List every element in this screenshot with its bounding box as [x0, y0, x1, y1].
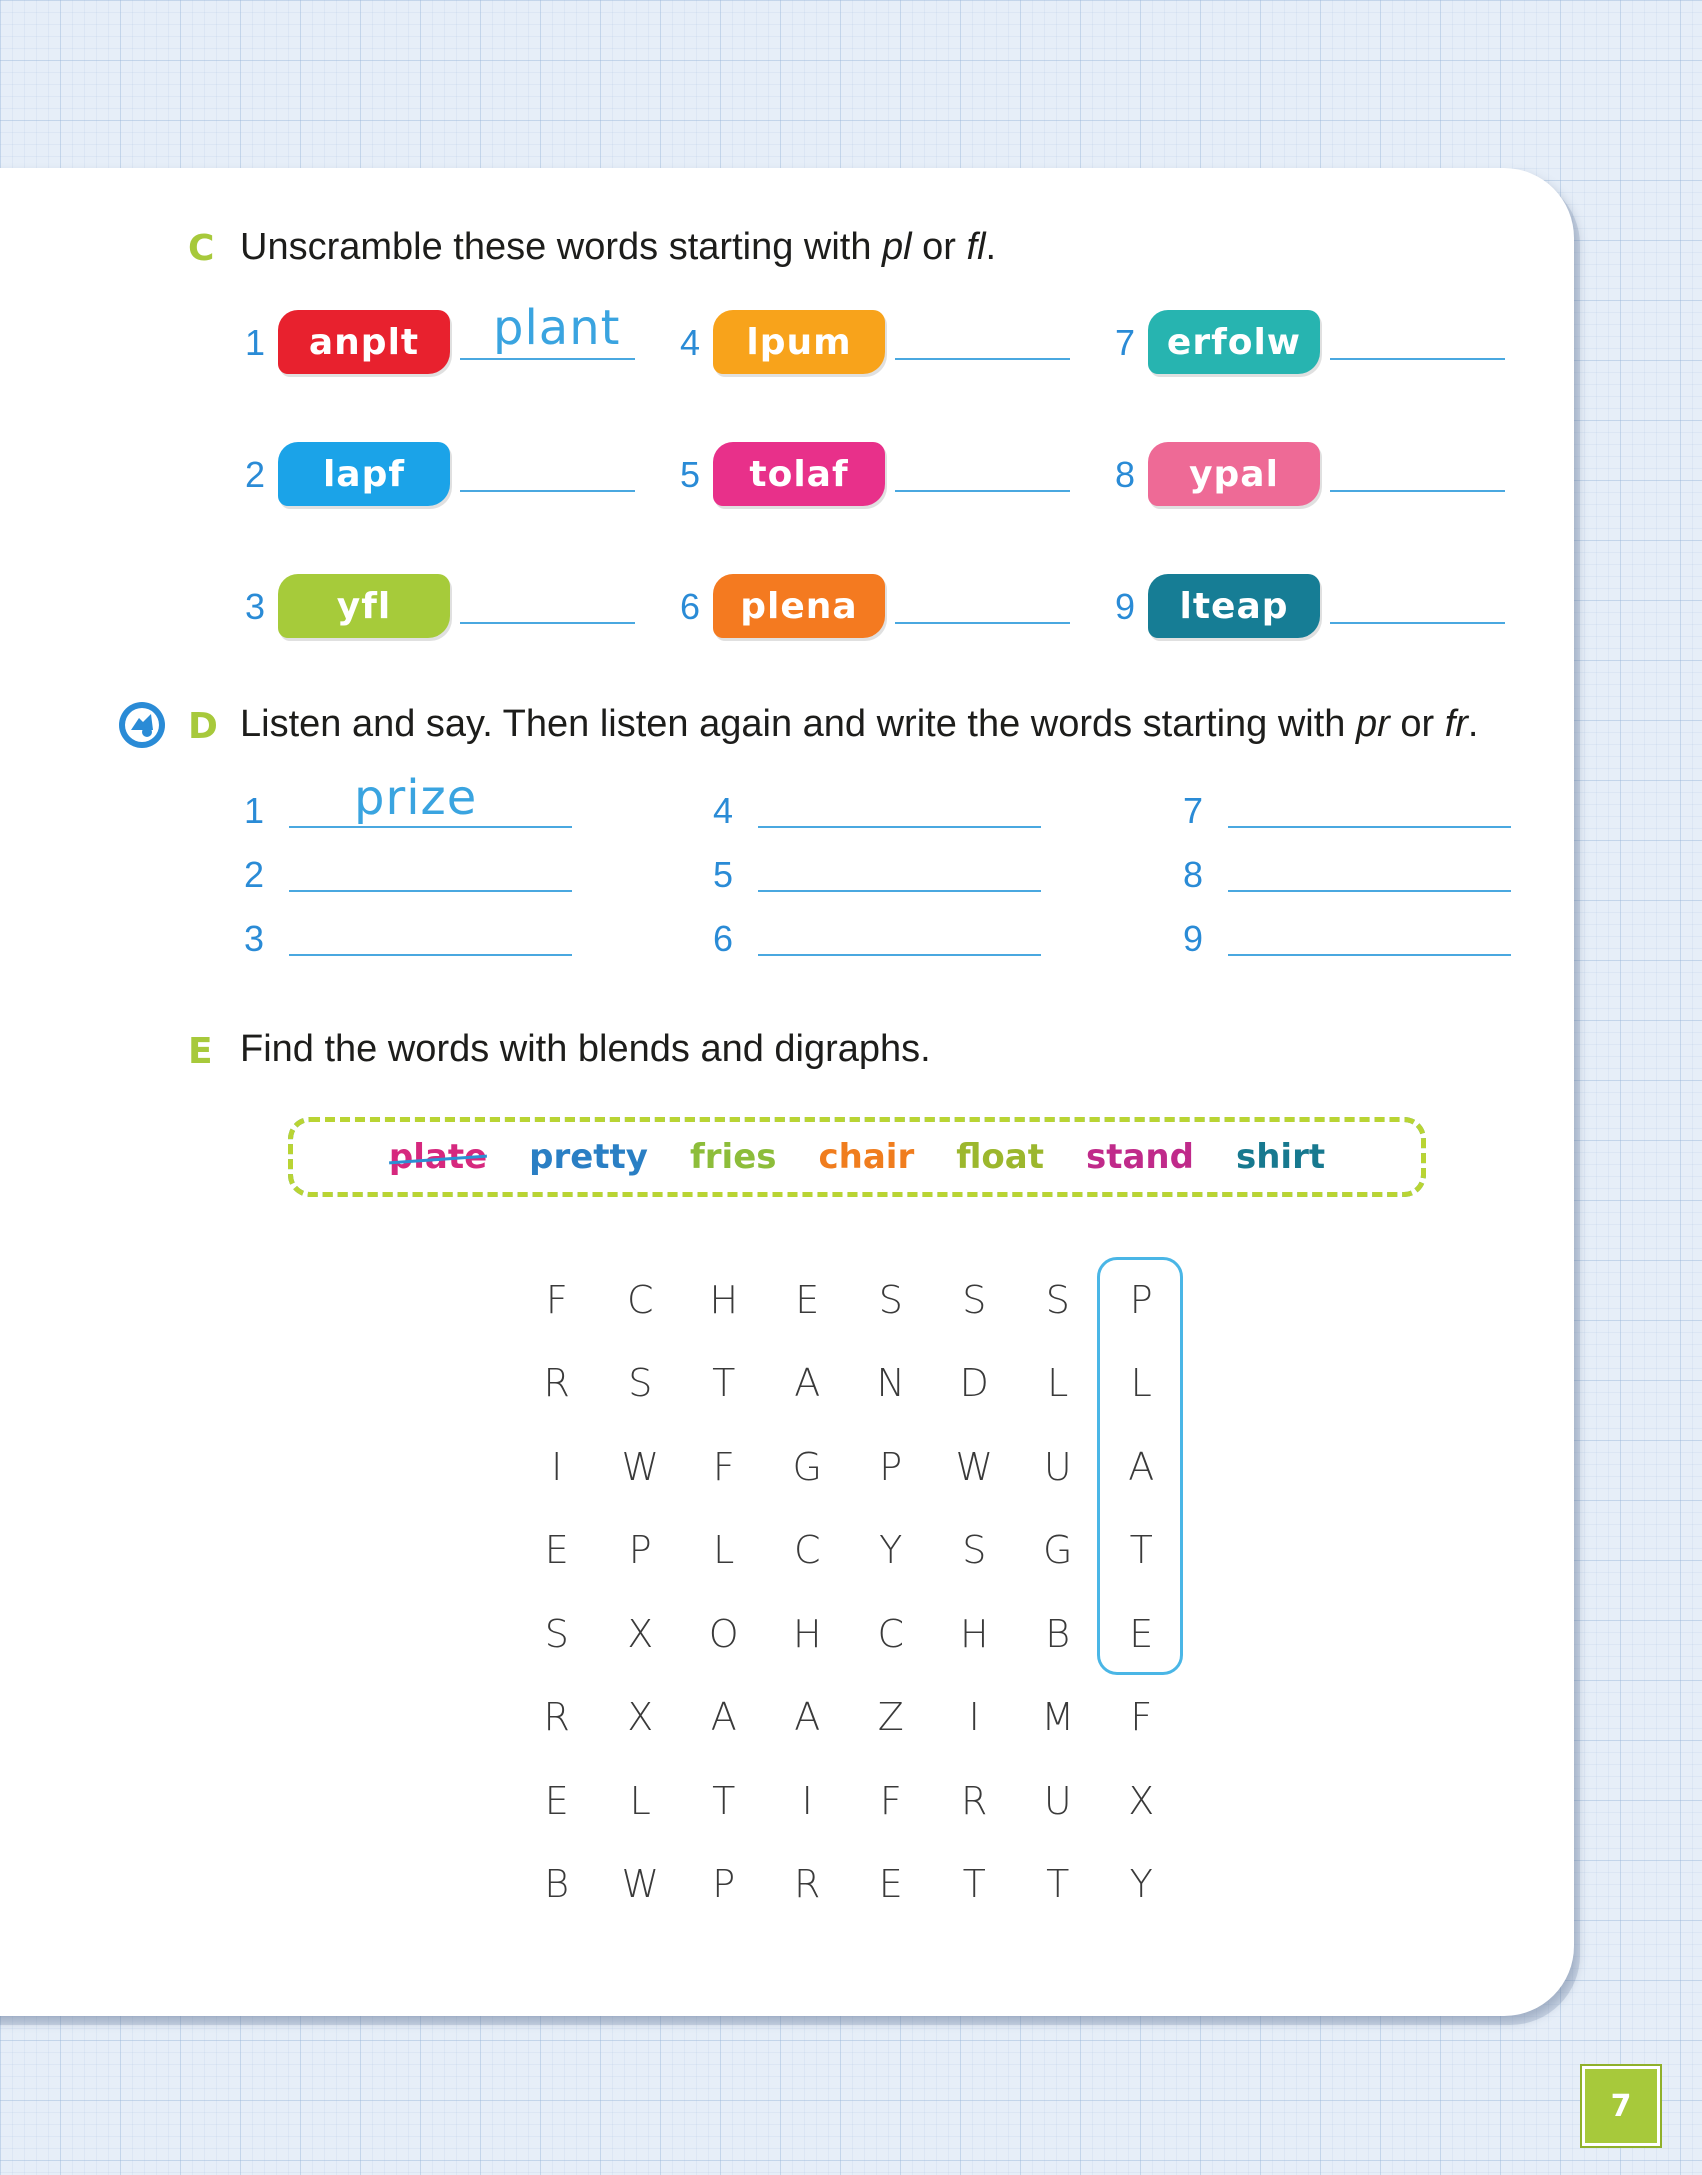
scrambled-word-tile: anplt [278, 310, 450, 374]
answer-line[interactable] [1228, 954, 1511, 956]
section-d-letter: D [188, 706, 218, 747]
found-word-ring [1097, 1257, 1183, 1675]
answer-line[interactable] [1330, 358, 1505, 360]
answer-line[interactable] [758, 890, 1041, 892]
grid-letter[interactable]: S [544, 1611, 569, 1656]
answer-line[interactable] [1330, 490, 1505, 492]
section-c-item-number: 5 [680, 454, 701, 495]
grid-letter[interactable]: E [795, 1277, 820, 1322]
word-bank-word: pretty [529, 1137, 648, 1177]
grid-letter[interactable]: B [1045, 1611, 1071, 1656]
grid-letter[interactable]: A [794, 1695, 821, 1740]
grid-letter[interactable]: X [627, 1695, 654, 1740]
answer-line[interactable] [460, 490, 635, 492]
grid-letter[interactable]: A [794, 1361, 821, 1406]
grid-letter[interactable]: W [955, 1444, 994, 1489]
answer-text: plant [493, 300, 621, 356]
word-bank-word: shirt [1235, 1137, 1326, 1177]
section-c-item-number: 2 [245, 454, 266, 495]
grid-letter[interactable]: I [551, 1444, 563, 1489]
grid-letter[interactable]: T [712, 1361, 736, 1406]
answer-line[interactable] [289, 890, 572, 892]
grid-letter[interactable]: F [545, 1277, 568, 1322]
section-c-instruction: Unscramble these words starting with pl or fl. [240, 226, 997, 268]
answer-line[interactable] [758, 826, 1041, 828]
grid-letter[interactable]: R [543, 1361, 570, 1406]
grid-letter[interactable]: Z [877, 1695, 904, 1740]
answer-line[interactable] [895, 490, 1070, 492]
grid-letter[interactable]: L [1047, 1361, 1069, 1406]
grid-letter[interactable]: X [627, 1611, 654, 1656]
grid-letter[interactable]: T [1046, 1862, 1070, 1907]
section-d-item-number: 6 [713, 918, 734, 959]
section-c-item-number: 3 [245, 586, 266, 627]
grid-letter[interactable]: I [968, 1695, 980, 1740]
answer-line[interactable] [758, 954, 1041, 956]
word-bank-word: chair [818, 1137, 915, 1177]
grid-letter[interactable]: F [1130, 1695, 1153, 1740]
scrambled-word-tile: lpum [713, 310, 885, 374]
grid-letter[interactable]: T [712, 1778, 736, 1823]
wordsearch-grid[interactable] [515, 1258, 1183, 1926]
grid-letter[interactable]: R [543, 1695, 570, 1740]
grid-letter[interactable]: Y [879, 1528, 903, 1573]
grid-letter[interactable]: L [713, 1528, 735, 1573]
word-bank-word: stand [1086, 1137, 1194, 1177]
section-e-instruction: Find the words with blends and digraphs. [240, 1028, 931, 1070]
grid-letter[interactable]: X [1128, 1778, 1155, 1823]
grid-letter[interactable]: S [1045, 1277, 1070, 1322]
audio-track-icon[interactable] [117, 700, 167, 750]
section-d-item-number: 4 [713, 790, 734, 831]
section-d-item-number: 5 [713, 854, 734, 895]
answer-line[interactable] [895, 622, 1070, 624]
grid-letter[interactable]: B [544, 1862, 570, 1907]
grid-letter[interactable]: M [1041, 1695, 1075, 1740]
grid-letter[interactable]: T [1129, 1528, 1153, 1573]
grid-letter[interactable]: Y [1129, 1862, 1153, 1907]
grid-letter[interactable]: A [710, 1695, 737, 1740]
grid-letter[interactable]: F [712, 1444, 735, 1489]
word-bank-word: plate [388, 1137, 488, 1177]
answer-line[interactable] [289, 826, 572, 828]
grid-letter[interactable]: D [959, 1361, 989, 1406]
answer-line[interactable] [460, 358, 635, 360]
grid-letter[interactable]: H [792, 1611, 822, 1656]
section-d-item-number: 7 [1183, 790, 1204, 831]
section-c-item-number: 4 [680, 322, 701, 363]
word-bank-word: float [956, 1137, 1044, 1177]
scrambled-word-tile: lapf [278, 442, 450, 506]
grid-letter[interactable]: O [708, 1611, 739, 1656]
section-c-item-number: 8 [1115, 454, 1136, 495]
answer-line[interactable] [1330, 622, 1505, 624]
word-bank-word: fries [689, 1137, 777, 1177]
scrambled-word-tile: yfl [278, 574, 450, 638]
section-c-letter: C [188, 228, 215, 269]
grid-letter[interactable]: T [962, 1862, 986, 1907]
scrambled-word-tile: plena [713, 574, 885, 638]
word-bank [288, 1117, 1426, 1197]
grid-letter[interactable]: E [544, 1778, 569, 1823]
grid-letter[interactable]: H [709, 1277, 739, 1322]
grid-letter[interactable]: W [621, 1444, 660, 1489]
section-d-item-number: 8 [1183, 854, 1204, 895]
answer-text: prize [354, 770, 478, 826]
grid-letter[interactable]: A [1128, 1444, 1155, 1489]
section-c-item-number: 1 [245, 322, 266, 363]
section-d-item-number: 1 [244, 790, 265, 831]
grid-letter[interactable]: L [629, 1778, 651, 1823]
grid-letter[interactable]: S [878, 1277, 903, 1322]
answer-line[interactable] [460, 622, 635, 624]
grid-letter[interactable]: E [1129, 1611, 1154, 1656]
section-d-item-number: 2 [244, 854, 265, 895]
section-e-letter: E [188, 1031, 213, 1072]
section-d-item-number: 9 [1183, 918, 1204, 959]
section-d-item-number: 3 [244, 918, 265, 959]
section-c-item-number: 9 [1115, 586, 1136, 627]
grid-letter[interactable]: F [879, 1778, 902, 1823]
section-c-item-number: 7 [1115, 322, 1136, 363]
grid-letter[interactable]: C [877, 1611, 905, 1656]
grid-letter[interactable]: U [1043, 1444, 1072, 1489]
grid-letter[interactable]: C [793, 1528, 821, 1573]
answer-line[interactable] [289, 954, 572, 956]
grid-letter[interactable]: G [792, 1444, 822, 1489]
grid-letter[interactable]: S [962, 1277, 987, 1322]
grid-letter[interactable]: S [962, 1528, 987, 1573]
grid-letter[interactable]: W [621, 1862, 660, 1907]
grid-letter[interactable]: N [876, 1361, 905, 1406]
scrambled-word-tile: erfolw [1148, 310, 1320, 374]
grid-letter[interactable]: G [1043, 1528, 1073, 1573]
scrambled-word-tile: ypal [1148, 442, 1320, 506]
grid-letter[interactable]: C [626, 1277, 654, 1322]
answer-line[interactable] [1228, 890, 1511, 892]
grid-letter[interactable]: P [879, 1444, 903, 1489]
grid-letter[interactable]: U [1043, 1778, 1072, 1823]
scrambled-word-tile: lteap [1148, 574, 1320, 638]
section-c-item-number: 6 [680, 586, 701, 627]
grid-letter[interactable]: S [628, 1361, 653, 1406]
grid-letter[interactable]: R [794, 1862, 821, 1907]
grid-letter[interactable]: I [801, 1778, 813, 1823]
answer-line[interactable] [895, 358, 1070, 360]
grid-letter[interactable]: L [1130, 1361, 1152, 1406]
page-number: 7 [1582, 2066, 1660, 2146]
grid-letter[interactable]: E [544, 1528, 569, 1573]
grid-letter[interactable]: E [878, 1862, 903, 1907]
scrambled-word-tile: tolaf [713, 442, 885, 506]
grid-letter[interactable]: R [961, 1778, 988, 1823]
answer-line[interactable] [1228, 826, 1511, 828]
grid-letter[interactable]: P [628, 1528, 652, 1573]
section-d-instruction: Listen and say. Then listen again and write the words starting with pr or fr. [240, 703, 1479, 745]
grid-letter[interactable]: H [959, 1611, 989, 1656]
grid-letter[interactable]: P [1129, 1277, 1153, 1322]
grid-letter[interactable]: P [712, 1862, 736, 1907]
